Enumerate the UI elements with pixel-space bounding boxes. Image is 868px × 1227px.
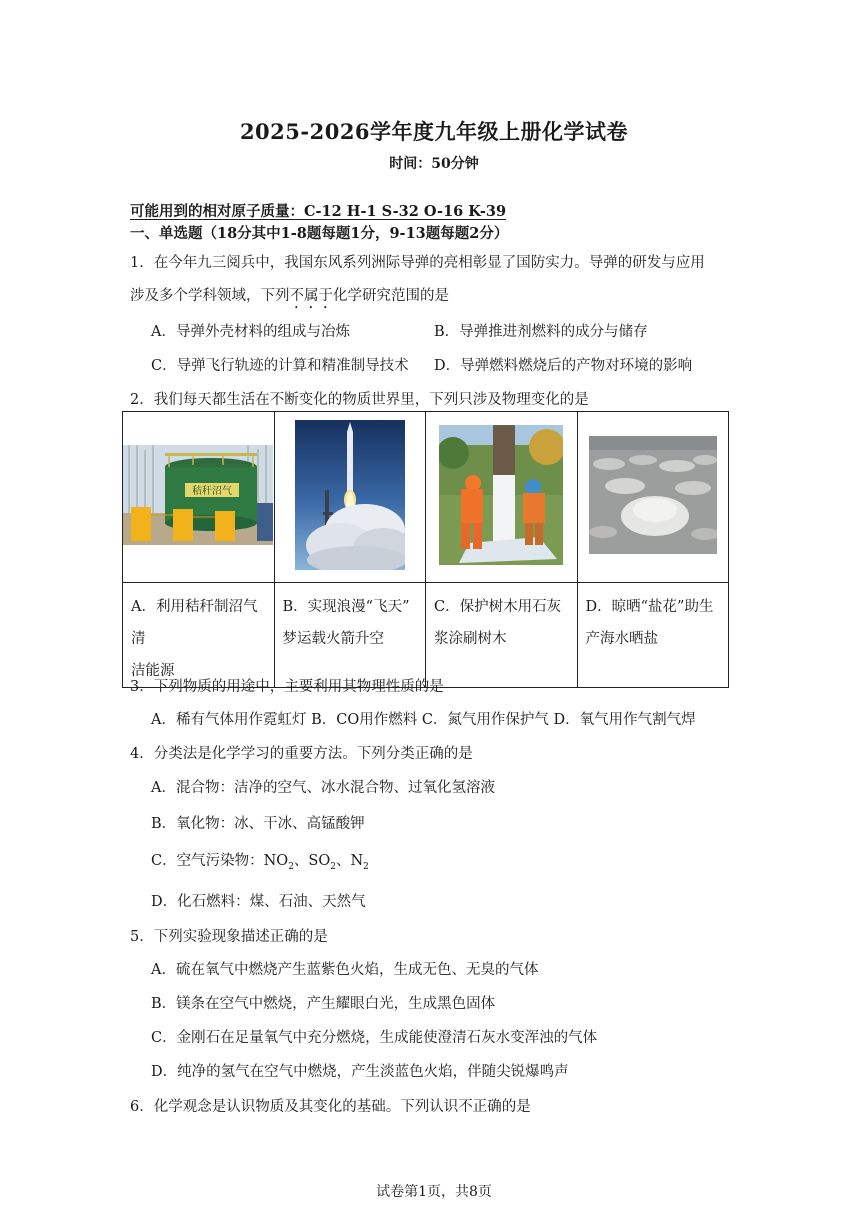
q2-option-d-line1: D．晾晒“盐花”助生: [585, 599, 714, 615]
q6-stem: 6．化学观念是认识物质及其变化的基础。下列认识不正确的是: [130, 1099, 531, 1115]
q1-stem-text-end: 化学研究范围的是: [333, 288, 449, 304]
page-footer: 试卷第1页，共8页: [376, 1184, 492, 1200]
formula-no2: $NO_2$: [263, 853, 294, 872]
q1-stem-line1: 1．在今年九三阅兵中，我国东风系列洲际导弹的亮相彰显了国防实力。导弹的研发与应用: [130, 255, 705, 271]
q5-option-c: C．金刚石在足量氧气中充分燃烧，生成能使澄清石灰水变浑浊的气体: [151, 1030, 598, 1046]
atomic-mass-note: 可能用到的相对原子质量：C-12 H-1 S-32 O-16 K-39: [130, 203, 507, 220]
q4-option-c: C．空气污染物：$NO_2$、$SO_2$、$N_2$: [151, 853, 369, 872]
q2-options-table: [122, 411, 729, 688]
q2-option-b-line2: 梦运载火箭升空: [282, 631, 384, 647]
q4-option-c-label: C．空气污染物：: [151, 853, 264, 869]
q1-option-a: A．导弹外壳材料的组成与冶炼: [151, 324, 350, 340]
rocket-launch-image: [295, 420, 405, 570]
q3-stem: 3．下列物质的用途中，主要利用其物理性质的是: [130, 679, 444, 695]
q2-option-c-line2: 浆涂刷树木: [434, 631, 507, 647]
q3-options: A．稀有气体用作霓虹灯 B．CO用作燃料 C．氮气用作保护气 D．氧气用作气割气焊: [151, 712, 696, 728]
exam-title: 2025-2026学年度九年级上册化学试卷: [239, 119, 629, 144]
q5-option-d: D．纯净的氢气在空气中燃烧，产生淡蓝色火焰，伴随尖锐爆鸣声: [151, 1064, 569, 1080]
biogas-sign-text: 秸秆沼气: [192, 486, 233, 497]
formula-n2: $N_2$: [350, 853, 369, 872]
q4-option-b: B．氧化物：冰、干冰、高锰酸钾: [151, 816, 365, 832]
q2-image-cell-a: [123, 412, 275, 583]
biogas-tank-image: [123, 445, 273, 545]
q2-option-b: [274, 583, 426, 688]
q1-emphasis: 不属于: [289, 288, 333, 304]
q2-option-c: [426, 583, 578, 688]
q4-option-a: A．混合物：洁净的空气、冰水混合物、过氧化氢溶液: [151, 780, 495, 796]
sea-salt-image: [589, 436, 717, 554]
q4-stem: 4．分类法是化学学习的重要方法。下列分类正确的是: [130, 746, 473, 762]
tree-painting-image: [439, 425, 563, 565]
q1-option-c: C．导弹飞行轨迹的计算和精准制导技术: [151, 358, 409, 374]
q2-option-c-line1: C．保护树木用石灰: [434, 599, 562, 615]
q2-option-a-line1: A．利用秸秆制沼气清: [131, 599, 258, 647]
q1-option-d: D．导弹燃料燃烧后的产物对环境的影响: [434, 358, 693, 374]
q2-image-cell-b: [274, 412, 426, 583]
formula-so2: $SO_2$: [308, 853, 336, 872]
q1-option-b: B．导弹推进剂燃料的成分与储存: [434, 324, 648, 340]
q2-image-cell-d: [577, 412, 729, 583]
q5-option-b: B．镁条在空气中燃烧，产生耀眼白光，生成黑色固体: [151, 996, 496, 1012]
q5-stem: 5．下列实验现象描述正确的是: [130, 929, 328, 945]
q2-option-d: [577, 583, 729, 688]
q1-stem-text: 涉及多个学科领域，下列: [130, 288, 290, 304]
q2-option-a-line2: 洁能源: [131, 663, 175, 679]
q1-stem-line2: [130, 284, 449, 312]
q4-option-d: D．化石燃料：煤、石油、天然气: [151, 894, 366, 910]
section-heading: 一、单选题（18分其中1-8题每题1分，9-13题每题2分）: [130, 225, 509, 242]
q2-option-d-line2: 产海水晒盐: [585, 631, 658, 647]
q2-option-b-line1: B．实现浪漫“飞天”: [282, 599, 410, 615]
q2-image-cell-c: [426, 412, 578, 583]
q2-option-a: [123, 583, 275, 688]
q5-option-a: A．硫在氧气中燃烧产生蓝紫色火焰，生成无色、无臭的气体: [151, 962, 539, 978]
exam-time: 时间：50分钟: [389, 156, 479, 172]
q2-stem: 2．我们每天都生活在不断变化的物质世界里，下列只涉及物理变化的是: [130, 392, 589, 408]
